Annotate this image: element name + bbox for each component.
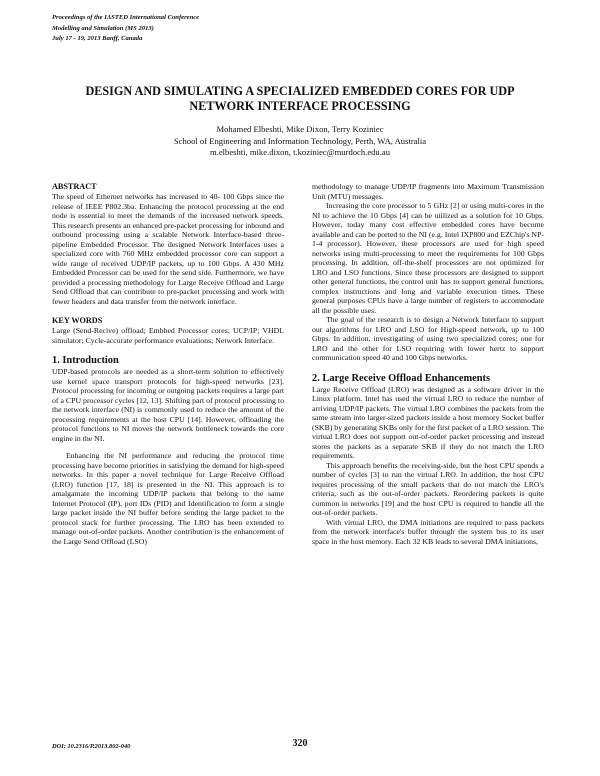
paper-title: [40, 84, 560, 114]
introduction-heading: 1. Introduction: [52, 355, 119, 366]
page-number: 320: [292, 738, 308, 749]
abstract-text: The speed of Ethernet networks has increased to 40- 100 Gbps since the release of IEEE P802.3ba. Enhancing the protocol processing at the end node is essential to meet the demands of the increased network speeds. This research presents an enhanced pre-packet processing for inbound and outbound processing using a scalable Network Interface-based three-pipeline Embedded Processor. The designed Network Interfaces uses a specialized core with 760 MHz embedded processor core can support a wide range of received UDP/IP packets, up to 100 Gbps. A 430 MHz Embedded Processor can be used for the send side. Furthermore, we have provided a processing methodology for Large Receive Offload and Large Send Offload that can contribute to pre-packet processing and work with fewer headers and data transfer from the network interface.: [52, 192, 284, 306]
introduction-paragraph: Increasing the core processor to 5 GHz [2] or using multi-cores in the NI to achieve the 10 Gbps [4] can be utilized as a solution for 10 Gbps. However, today many cost effective embedded cores have become available and can be ported to the NI (e.g. Intel IXP800 and EZChip's NP-1-4 processor). However, these processors are used for high speed networks using multi-processing to meet the requirements for 100 Gbps processing. In addition, off-the-shelf processors are not optimized for LRO and LSO functions. Since these processors are designed to support other general functions, the control unit has to support general functions, complex instructions and long and variable execution times. These general purposes CPUs have a large number of registers to accommodate all the possible uses.: [312, 201, 544, 315]
proceedings-line: July 17 - 19, 2013 Banff, Canada: [52, 35, 143, 42]
proceedings-header: [52, 13, 199, 45]
section2-heading: 2. Large Receive Offload Enhancements: [312, 372, 491, 384]
proceedings-line: Proceedings of the IASTED International Conference: [52, 14, 200, 21]
proceedings-line: Modelling and Simulation (MS 2013): [52, 24, 154, 32]
section2-paragraph: With virtual LRO, the DMA initiations are required to pass packets from the network interface's buffer through the system bus to its user space in the host memory. Each 32 KB leads to several DMA initiations,: [312, 517, 544, 546]
keywords-text: Large (Send-Recive) offload; Embbed Processor cores; UCP/IP; VHDL simulator; Cycle-accurate performance evaluations; Network Interface.: [52, 326, 284, 345]
author-affiliation: School of Engineering and Information Technology, Perth, WA, Australia: [173, 135, 427, 146]
introduction-paragraph: methodology to manage UDP/IP fragments into Maximum Transmission Unit (MTU) messages.: [312, 182, 544, 201]
section2-paragraph: Large Receive Offload (LRO) was designed as a software driver in the Linux platform. Intel has used the virtual LRO to reduce the number of arriving UDP/IP packets. The virtual LRO combines the packets from the same stream into larger-sized packets inside a host memory Socket buffer (SKB) by generating SKBs only for the first packet of a LRO session. The virtual LRO does not support out-of-order packet processing and instead stores the packets as a separate SKB if they do not match the LRO requirements.: [312, 384, 544, 460]
author-block: [40, 124, 560, 159]
title-line: NETWORK INTERFACE PROCESSING: [189, 99, 411, 113]
keywords-heading: KEY WORDS: [52, 316, 103, 325]
doi: DOI: 10.2316/P.2013.802-040: [52, 743, 131, 750]
author-emails: m.elbeshti, mike.dixon, t.koziniec@murdoch.edu.au: [210, 147, 390, 157]
left-column: [52, 182, 284, 546]
abstract-heading: ABSTRACT: [52, 182, 97, 191]
introduction-paragraph: The goal of the research is to design a Network Interface to support our algorithms for LRO and LSO for High-speed network, up to 100 Gbps. In addition, investigating of using two specialized cores; one for LRO and the other for LSO requiring with lower hertz to support communication speed 40 and 100 Gbps networks.: [312, 315, 544, 362]
introduction-paragraph: UDP-based protocols are needed as a short-term solution to effectively use kernel space transport protocols for high-speed networks [23]. Protocol processing for incoming or outgoing packets requires a large part of a CPU processor cycles [12, 13]. Shifting part of protocol processing to the network interface (NI) is commonly used to reduce the amount of the processing requirements at the host CPU [14]. However, offloading the protocol functions to NI moves the network bottleneck towards the core engine in the NI.: [52, 367, 284, 443]
title-line: DESIGN AND SIMULATING A SPECIALIZED EMBEDDED CORES FOR UDP: [85, 84, 515, 98]
right-column: [312, 182, 544, 546]
section2-paragraph: This approach benefits the receiving-side, but the host CPU spends a number of cycles [3] to run the virtual LRO. In addition, the host CPU requires processing of the small packets that do not match the LRO's criteria, such as the out-of-order packets. Reordering packets is quite common in networks [19] and the host CPU is required to handle all the out-of-order packets.: [312, 460, 544, 517]
introduction-paragraph: Enhancing the NI performance and reducing the protocol time processing have become priorities in satisfying the demand for high-speed networks. In this paper a novel technique for Large Receive Offload (LRO) function [17, 18] is presented in the NI. This approach is to amalgamate the incoming UDP/IP packets that belong to the same Internet Protocol (IP), port IDs (PID) and Identification to form a single large packet inside the NI buffer before sending the large packet to the protocol stack for further processing. The LRO has been extended to manage out-of-order packets. Another contribution is the enhancement of the Large Send Offload (LSO): [52, 451, 284, 546]
author-names: Mohamed Elbeshti, Mike Dixon, Terry Koziniec: [216, 124, 384, 134]
